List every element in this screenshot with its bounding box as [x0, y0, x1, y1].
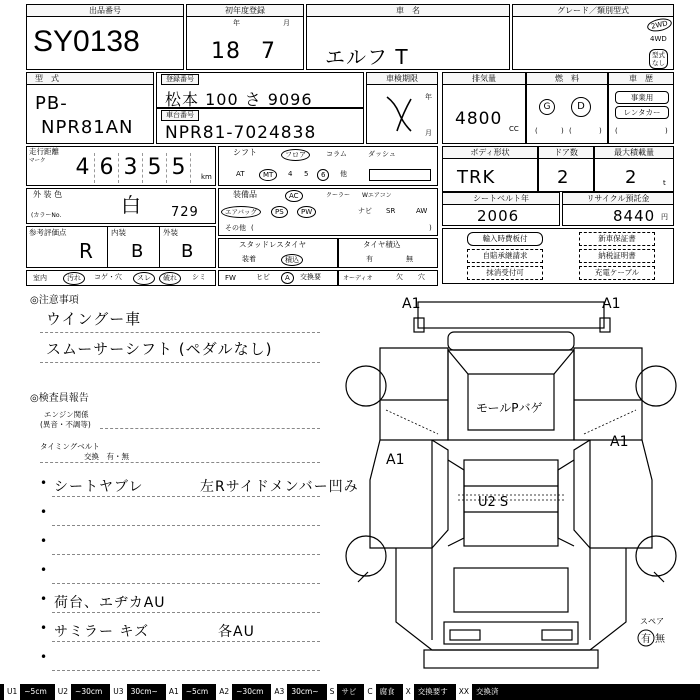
- equip-aw: AW: [416, 207, 428, 215]
- mileage-digit: 3: [119, 153, 143, 183]
- capacity-box: [594, 146, 674, 192]
- equip-pw: PW: [297, 206, 316, 218]
- remark-rule: [52, 670, 320, 671]
- docs-box: [442, 228, 674, 284]
- fw-box: [218, 270, 338, 286]
- legend-code: XX: [456, 684, 472, 700]
- color-box: [26, 188, 216, 224]
- lot-label: 出品番号: [27, 5, 183, 17]
- model-label: 型 式: [27, 73, 153, 85]
- scores-box: [26, 226, 216, 268]
- score-ext-label: 外装: [163, 228, 178, 237]
- legend-code: A1: [166, 684, 182, 700]
- recycle-unit: 円: [661, 213, 668, 221]
- legend-code: A3: [271, 684, 287, 700]
- reg-no-value: 松本 100 さ 9096: [165, 90, 313, 109]
- seatbelt-box: [442, 192, 560, 226]
- equip-ps: PS: [271, 206, 288, 218]
- fuel-d: D: [571, 97, 591, 117]
- chassis-box: [156, 108, 364, 144]
- capacity-unit: t: [663, 179, 666, 187]
- mark-a1-top-right: A1: [602, 296, 621, 312]
- history-paren2: ): [665, 127, 668, 135]
- remark-right: 各AU: [218, 624, 255, 640]
- inspector-engine: エンジン関係: [44, 410, 89, 419]
- remark-bullet: •: [40, 563, 48, 577]
- first-reg-month: 7: [261, 39, 276, 64]
- mark-a1-top-left: A1: [402, 296, 421, 312]
- month-unit: 月: [283, 19, 290, 27]
- doc-jibai: 自賠承継請求: [467, 249, 543, 263]
- body-type-value: TRK: [457, 167, 496, 188]
- damage-legend: [0, 684, 700, 700]
- equip-navi: ナビ: [358, 207, 372, 215]
- legend-code: C: [364, 684, 375, 700]
- lot-number: SY0138: [33, 25, 140, 58]
- interior-stain: シミ: [192, 273, 206, 281]
- remark-rule: [52, 496, 320, 497]
- inspector-rule2: [40, 462, 320, 463]
- remark-left: サミラー キズ: [54, 624, 150, 640]
- equip-ac: AC: [285, 190, 303, 202]
- capacity-label: 最大積載量: [595, 147, 673, 159]
- recycle-label: リサイクル預託金: [563, 193, 673, 205]
- remark-bullet: •: [40, 534, 48, 548]
- remark-bullet: •: [40, 505, 48, 519]
- chassis-label: 車台番号: [161, 110, 199, 121]
- capacity-value: 2: [625, 167, 638, 188]
- car-name-label: 車 名: [307, 5, 509, 17]
- legend-desc: ~30cm: [236, 687, 264, 696]
- model-line2: NPR81AN: [41, 117, 134, 138]
- color-label: 外 装 色: [33, 190, 63, 199]
- notes-line1: ウイングー車: [46, 310, 142, 328]
- legend-desc: サビ: [341, 687, 357, 696]
- fuel-g: G: [539, 99, 555, 115]
- mileage-box: [26, 146, 216, 186]
- doc-warranty: 新車保証書: [579, 232, 655, 246]
- audio-missing: 欠: [396, 273, 403, 281]
- fw-crack: ヒビ: [256, 273, 270, 281]
- fuel-paren2: ): [561, 127, 564, 135]
- fuel-paren3: (: [569, 127, 572, 135]
- legend-desc: 30cm~: [130, 687, 158, 696]
- body-type-label: ボディ形状: [443, 147, 537, 159]
- wheels: [346, 366, 676, 576]
- remark-bullet: •: [40, 621, 48, 635]
- wheel-front-left: [346, 536, 386, 576]
- fw-a: A: [281, 272, 294, 284]
- audio-hole: 穴: [418, 273, 425, 281]
- mileage-unit: km: [201, 173, 212, 181]
- audio-box: [338, 270, 438, 286]
- grade-box: [512, 4, 674, 70]
- spare-yes: 有: [641, 634, 651, 645]
- equip-paren: (: [251, 224, 254, 232]
- studless-box: [218, 238, 338, 268]
- equip-cooler: クーラー: [326, 192, 351, 199]
- diagram-outline: [358, 302, 664, 668]
- reg-no-label: 登録番号: [161, 74, 199, 85]
- equip-paren-close: ): [429, 224, 432, 232]
- doc-tax: 納税証明書: [579, 249, 655, 263]
- shift-column: コラム: [326, 150, 347, 158]
- shift-label: シフト: [233, 148, 257, 157]
- history-paren1: (: [615, 127, 618, 135]
- remark-bullet: •: [40, 592, 48, 606]
- no-model: 型式 なし: [649, 49, 668, 69]
- notes-rule1: [40, 332, 320, 333]
- interior-box: [26, 270, 216, 286]
- legend-desc: 30cm~: [291, 687, 319, 696]
- fuel-paren1: (: [535, 127, 538, 135]
- doors-value: 2: [557, 167, 570, 188]
- studless-loaded: 積込: [281, 254, 303, 266]
- inspector-timing-sub: 交換 有・無: [84, 452, 129, 461]
- equip-other: その他: [225, 224, 246, 232]
- remark-rule: [52, 554, 320, 555]
- equipment-label: 装備品: [233, 190, 257, 199]
- mileage-label: 走行距離: [29, 147, 59, 156]
- equipment-box: [218, 188, 438, 236]
- score-div1: [107, 227, 108, 267]
- shift-at: AT: [236, 170, 245, 178]
- remark-rule: [52, 612, 320, 613]
- displacement-value: 4800: [455, 109, 503, 129]
- seatbelt-label: シートベルト年: [443, 193, 559, 205]
- legend-code: U3: [110, 684, 126, 700]
- history-business: 事業用: [615, 91, 669, 104]
- equip-wac: Wエアコン: [362, 192, 392, 199]
- shift-floor: フロア: [281, 149, 310, 161]
- remark-rule: [52, 641, 320, 642]
- grade-label: グレード／類別型式: [513, 5, 673, 17]
- legend-desc: ~30cm: [75, 687, 103, 696]
- wheel-front-right: [636, 536, 676, 576]
- legend-desc: 交換要す: [417, 687, 448, 696]
- interior-dirt: 汚れ: [63, 272, 85, 285]
- interior-tear: 破れ: [159, 272, 181, 285]
- spare-label: スペア: [640, 617, 664, 626]
- car-name-value: エルフ T: [325, 45, 409, 69]
- model-line1: PB-: [35, 93, 68, 114]
- fuel-label: 燃 料: [527, 73, 607, 85]
- legend-code: X: [403, 684, 414, 700]
- tire-loaded-yes: 有: [366, 255, 373, 263]
- inspector-label: ◎検査員報告: [30, 393, 89, 404]
- displacement-label: 排気量: [443, 73, 525, 85]
- fuel-paren4: ): [599, 127, 602, 135]
- legend-code: S: [327, 684, 338, 700]
- remark-left: 荷台、エヂカAU: [54, 595, 166, 611]
- inspection-none-mark: [381, 91, 421, 139]
- legend-desc: 交換済: [476, 687, 499, 696]
- remark-bullet: •: [40, 476, 48, 490]
- legend-code: U1: [4, 684, 20, 700]
- shift-4: 4: [288, 170, 293, 178]
- inspector-engine-sub: (異音・不調等): [40, 420, 91, 429]
- spare-no: 無: [655, 634, 665, 645]
- mark-a1-right: A1: [610, 434, 629, 450]
- shift-mt: MT: [259, 169, 277, 181]
- legend-code: U2: [55, 684, 71, 700]
- color-sub: (カラーNo.: [31, 212, 62, 219]
- remark-rule: [52, 525, 320, 526]
- mileage-sub: マーク: [29, 158, 46, 164]
- shift-other: 他: [340, 170, 347, 178]
- score-int: B: [131, 241, 145, 262]
- score-ref-label: 参考評価点: [29, 228, 67, 237]
- mileage-digits: [71, 153, 191, 183]
- recycle-box: [562, 192, 674, 226]
- studless-fitted: 装着: [242, 255, 256, 263]
- doc-import: 輸入時費板付: [467, 232, 543, 246]
- tire-loaded-no: 無: [406, 255, 413, 263]
- legend-code: A2: [216, 684, 232, 700]
- remark-right: 左Rサイドメンバー凹み: [200, 479, 359, 495]
- first-reg-label: 初年度登録: [187, 5, 303, 17]
- lot-box: [26, 4, 184, 70]
- mileage-digit: 6: [95, 153, 119, 183]
- score-int-label: 内装: [111, 228, 126, 237]
- body-type-box: [442, 146, 538, 192]
- inspection-label: 車検期限: [367, 73, 437, 85]
- legend-desc: ~5cm: [24, 687, 47, 696]
- mileage-digit: 5: [167, 153, 191, 183]
- insp-month-unit: 月: [425, 129, 432, 137]
- studless-label: スタッドレスタイヤ: [239, 240, 307, 249]
- fw-label: FW: [225, 274, 236, 282]
- remark-bullet: •: [40, 650, 48, 664]
- score-ext: B: [181, 241, 195, 262]
- legend-desc: ~5cm: [185, 687, 209, 696]
- doors-label: ドア数: [539, 147, 593, 159]
- remark-left: シートヤブレ: [54, 479, 144, 495]
- vehicle-diagram: [340, 290, 680, 682]
- history-label: 車 歴: [609, 73, 673, 85]
- score-ref: R: [79, 239, 94, 263]
- first-reg-year: 18: [211, 39, 241, 64]
- legend-desc: 腐食: [379, 687, 395, 696]
- notes-label: ◎注意事項: [30, 295, 79, 306]
- remark-rule: [52, 583, 320, 584]
- year-unit: 年: [233, 19, 240, 27]
- insp-year-unit: 年: [425, 93, 432, 101]
- inspector-timing: タイミングベルト: [40, 442, 100, 451]
- seatbelt-value: 2006: [477, 207, 520, 225]
- wing-note: モールPバゲ: [476, 401, 543, 415]
- inspector-rule1: [100, 428, 320, 429]
- doors-box: [538, 146, 594, 192]
- inspection-box: [366, 72, 438, 144]
- drive-4wd: 4WD: [650, 35, 667, 43]
- shift-blank: [369, 169, 431, 181]
- model-box: [26, 72, 154, 144]
- mileage-digit: 5: [143, 153, 167, 183]
- fuel-box: [526, 72, 608, 144]
- history-rental: レンタカー: [615, 106, 669, 119]
- interior-label: 室内: [33, 274, 47, 282]
- displacement-box: [442, 72, 526, 144]
- drive-2wd: 2WD: [646, 17, 673, 34]
- fw-replace: 交換要: [300, 273, 321, 281]
- notes-line2: スムーサーシフト (ペダルなし): [46, 340, 273, 358]
- interior-burn: コゲ・穴: [94, 273, 122, 281]
- reg-no-box: [156, 72, 364, 108]
- color-value: 白: [121, 193, 142, 217]
- doc-deregister: 抹消受付可: [467, 266, 543, 280]
- shift-6: 6: [317, 169, 329, 181]
- recycle-value: 8440: [613, 207, 656, 225]
- mileage-digit: 4: [71, 153, 95, 183]
- shift-box: [218, 146, 438, 186]
- equip-sr: SR: [386, 207, 396, 215]
- doc-charging-cable: 充電ケーブル: [579, 266, 655, 280]
- tire-loaded-label: タイヤ積込: [363, 240, 401, 249]
- shift-5: 5: [304, 170, 309, 178]
- mark-a1-left: A1: [386, 452, 405, 468]
- mark-u2s: U2 S: [478, 495, 509, 510]
- chassis-value: NPR81-7024838: [165, 123, 317, 143]
- interior-scuff: スレ: [133, 272, 155, 285]
- shift-dash: ダッシュ: [368, 150, 396, 158]
- score-div2: [159, 227, 160, 267]
- notes-rule2: [40, 362, 320, 363]
- audio-label: オーディオ: [343, 275, 373, 282]
- car-name-box: [306, 4, 510, 70]
- color-code: 729: [171, 205, 199, 220]
- displacement-unit: CC: [509, 125, 519, 133]
- first-reg-box: [186, 4, 304, 70]
- equip-airbag: エアバッグ: [221, 206, 261, 218]
- history-box: [608, 72, 674, 144]
- tire-loaded-box: [338, 238, 438, 268]
